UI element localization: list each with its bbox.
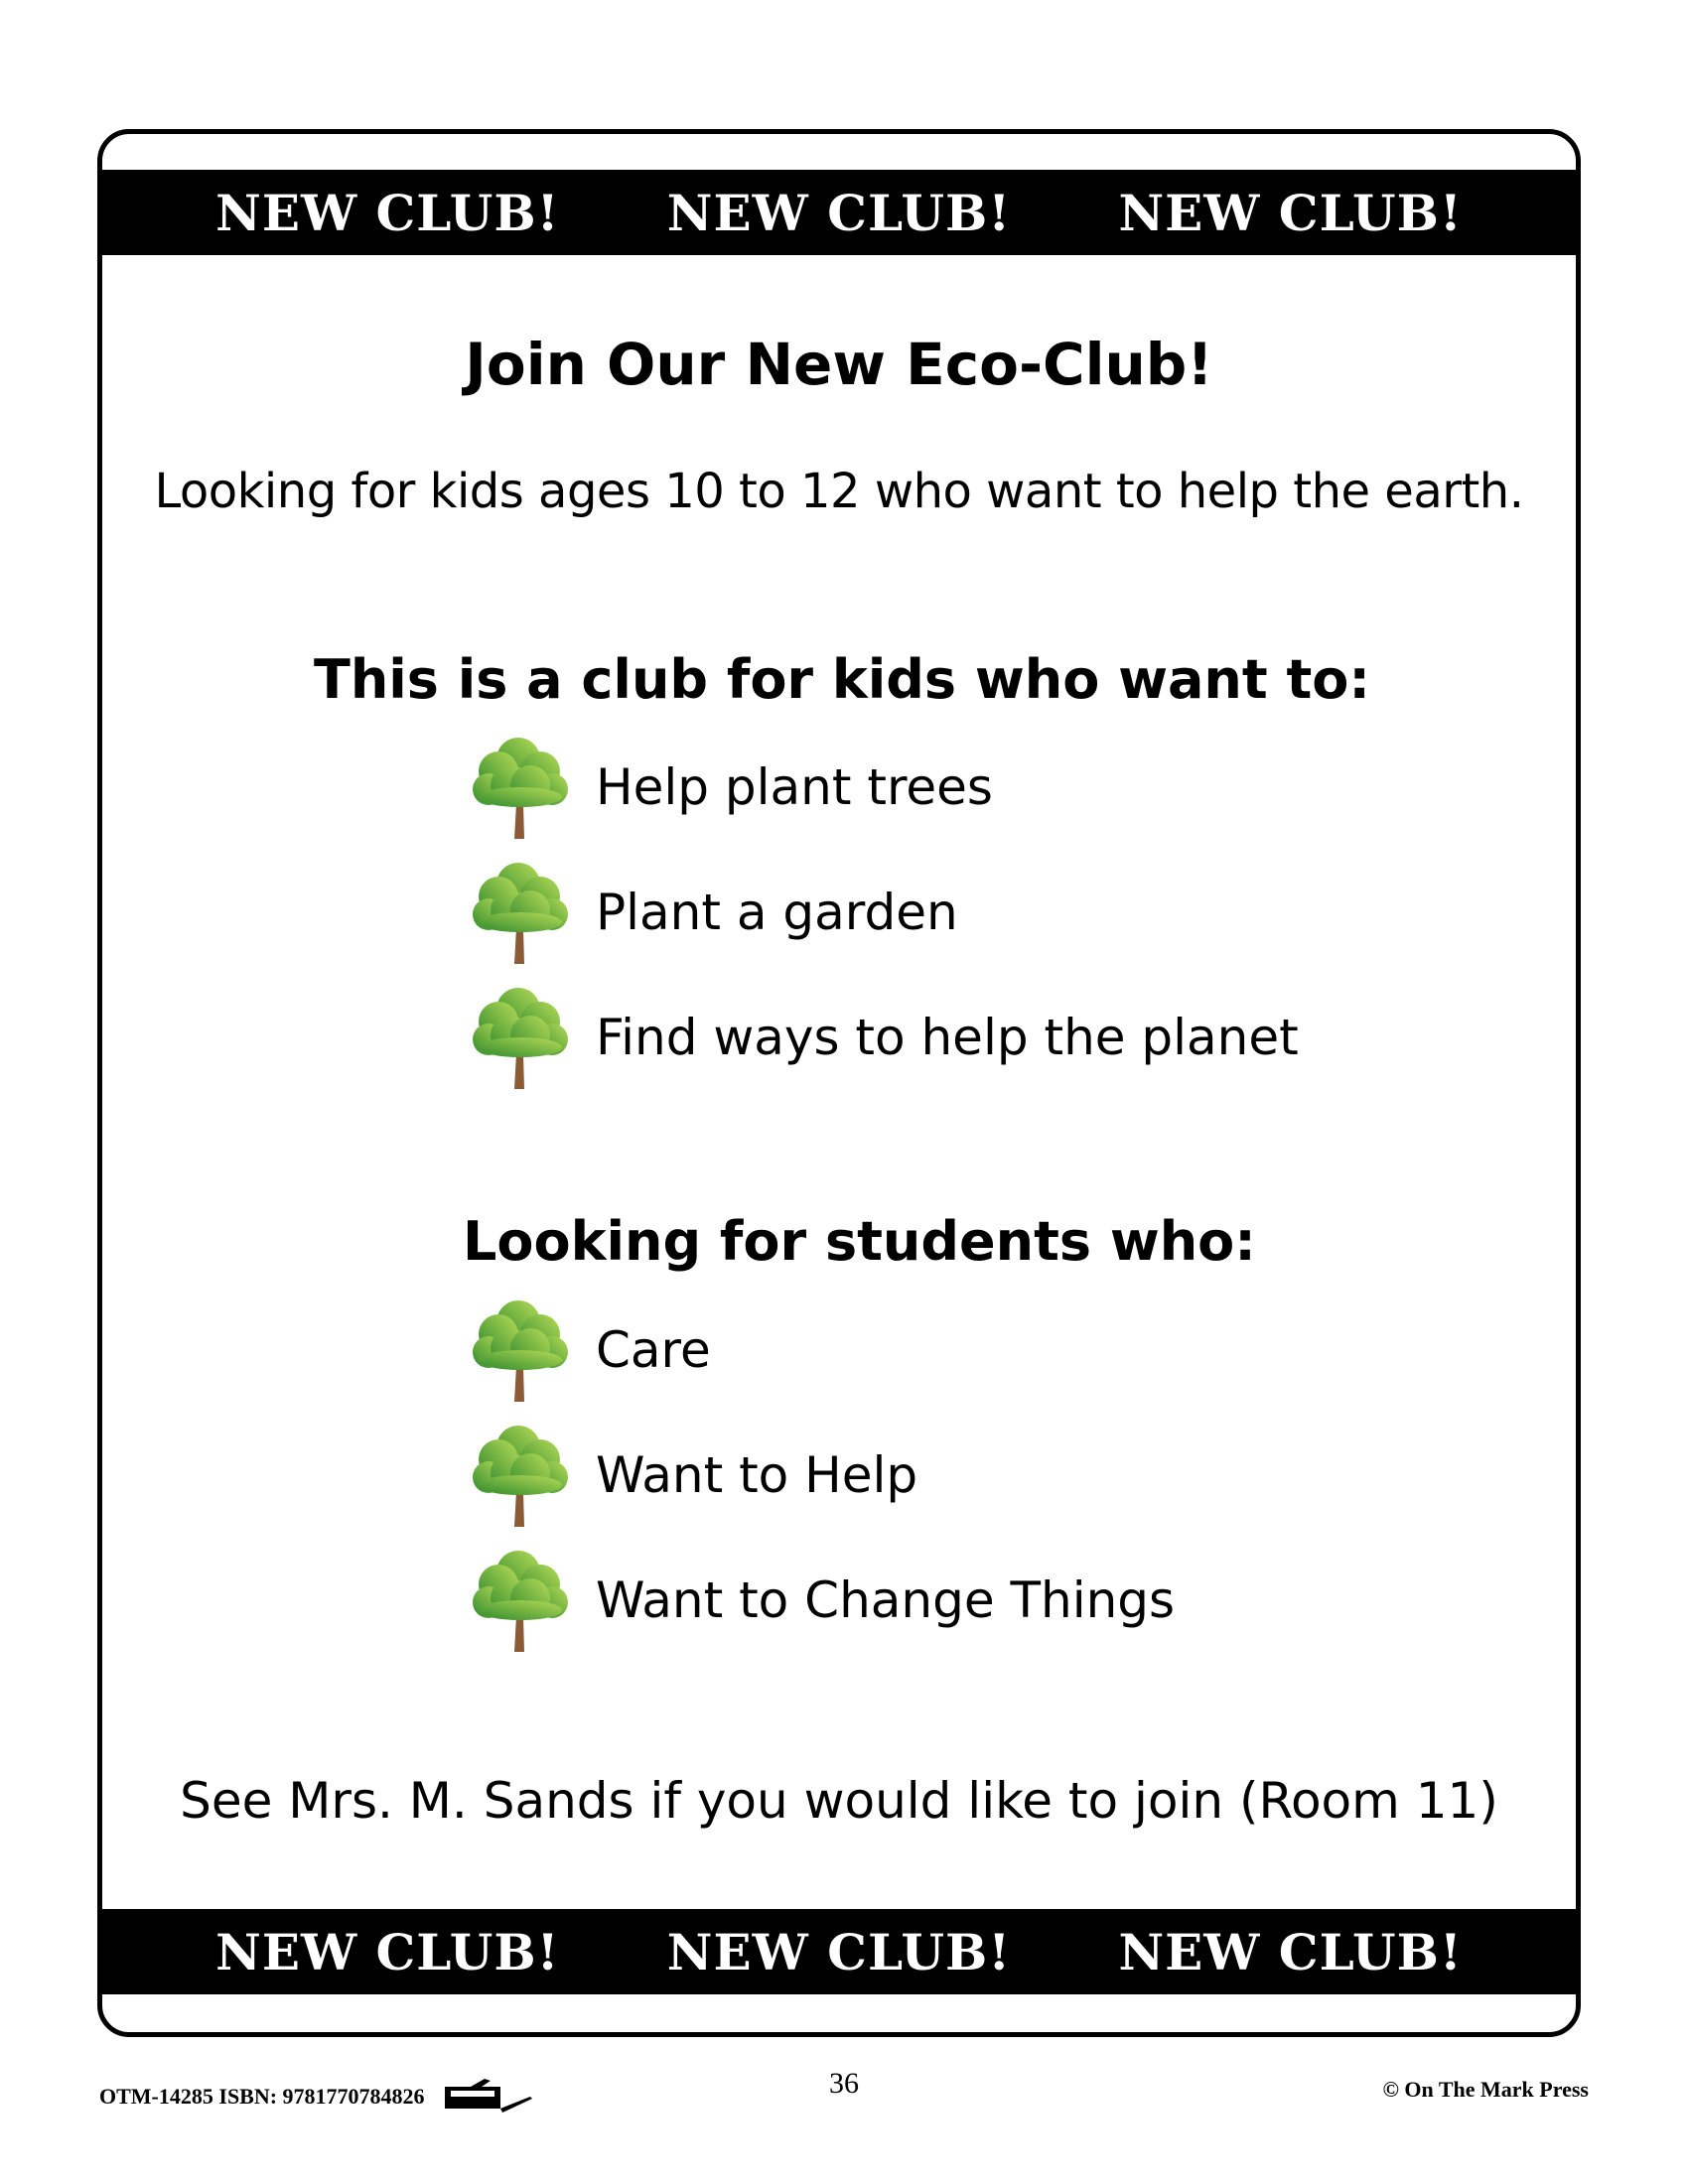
list-item [463, 1538, 1175, 1663]
banner-text: NEW CLUB! [666, 1922, 1012, 1981]
students-list [463, 1288, 1175, 1663]
banner-text: NEW CLUB! [1118, 1922, 1463, 1981]
tree-icon [463, 1420, 574, 1531]
list-item-label: Plant a garden [596, 884, 958, 941]
list-item [463, 1413, 1175, 1538]
top-banner [102, 170, 1576, 255]
copyright: © On The Mark Press [1382, 2077, 1589, 2102]
list-item [463, 1288, 1175, 1413]
club-poster [97, 129, 1581, 2037]
list-item-label: Want to Help [596, 1446, 918, 1504]
list-item [463, 975, 1299, 1100]
tree-icon [463, 1545, 574, 1656]
list-item-label: Want to Change Things [596, 1571, 1176, 1629]
tree-icon [463, 857, 574, 968]
tree-icon [463, 1295, 574, 1406]
product-code: OTM-14285 ISBN: 9781770784826 [99, 2084, 425, 2109]
tree-icon [463, 732, 574, 843]
banner-text: NEW CLUB! [1118, 183, 1463, 242]
section-title-students: Looking for students who: [463, 1210, 1256, 1273]
tree-icon [463, 982, 574, 1093]
bottom-banner [102, 1909, 1576, 1994]
banner-text: NEW CLUB! [215, 1922, 560, 1981]
list-item [463, 725, 1299, 850]
section-title-club-goals: This is a club for kids who want to: [314, 648, 1370, 711]
banner-text: NEW CLUB! [215, 183, 560, 242]
list-item-label: Help plant trees [596, 758, 993, 816]
intro-text: Looking for kids ages 10 to 12 who want to help the earth. [154, 464, 1524, 519]
club-goals-list [463, 725, 1299, 1100]
contact-note: See Mrs. M. Sands if you would like to join (Room 11) [180, 1772, 1498, 1830]
list-item-label: Find ways to help the planet [596, 1009, 1299, 1066]
page-footer [99, 2063, 1589, 2113]
banner-text: NEW CLUB! [666, 183, 1012, 242]
list-item [463, 850, 1299, 975]
page-number: 36 [829, 2067, 859, 2100]
poster-heading: Join Our New Eco-Club! [465, 331, 1213, 398]
list-item-label: Care [596, 1321, 711, 1379]
